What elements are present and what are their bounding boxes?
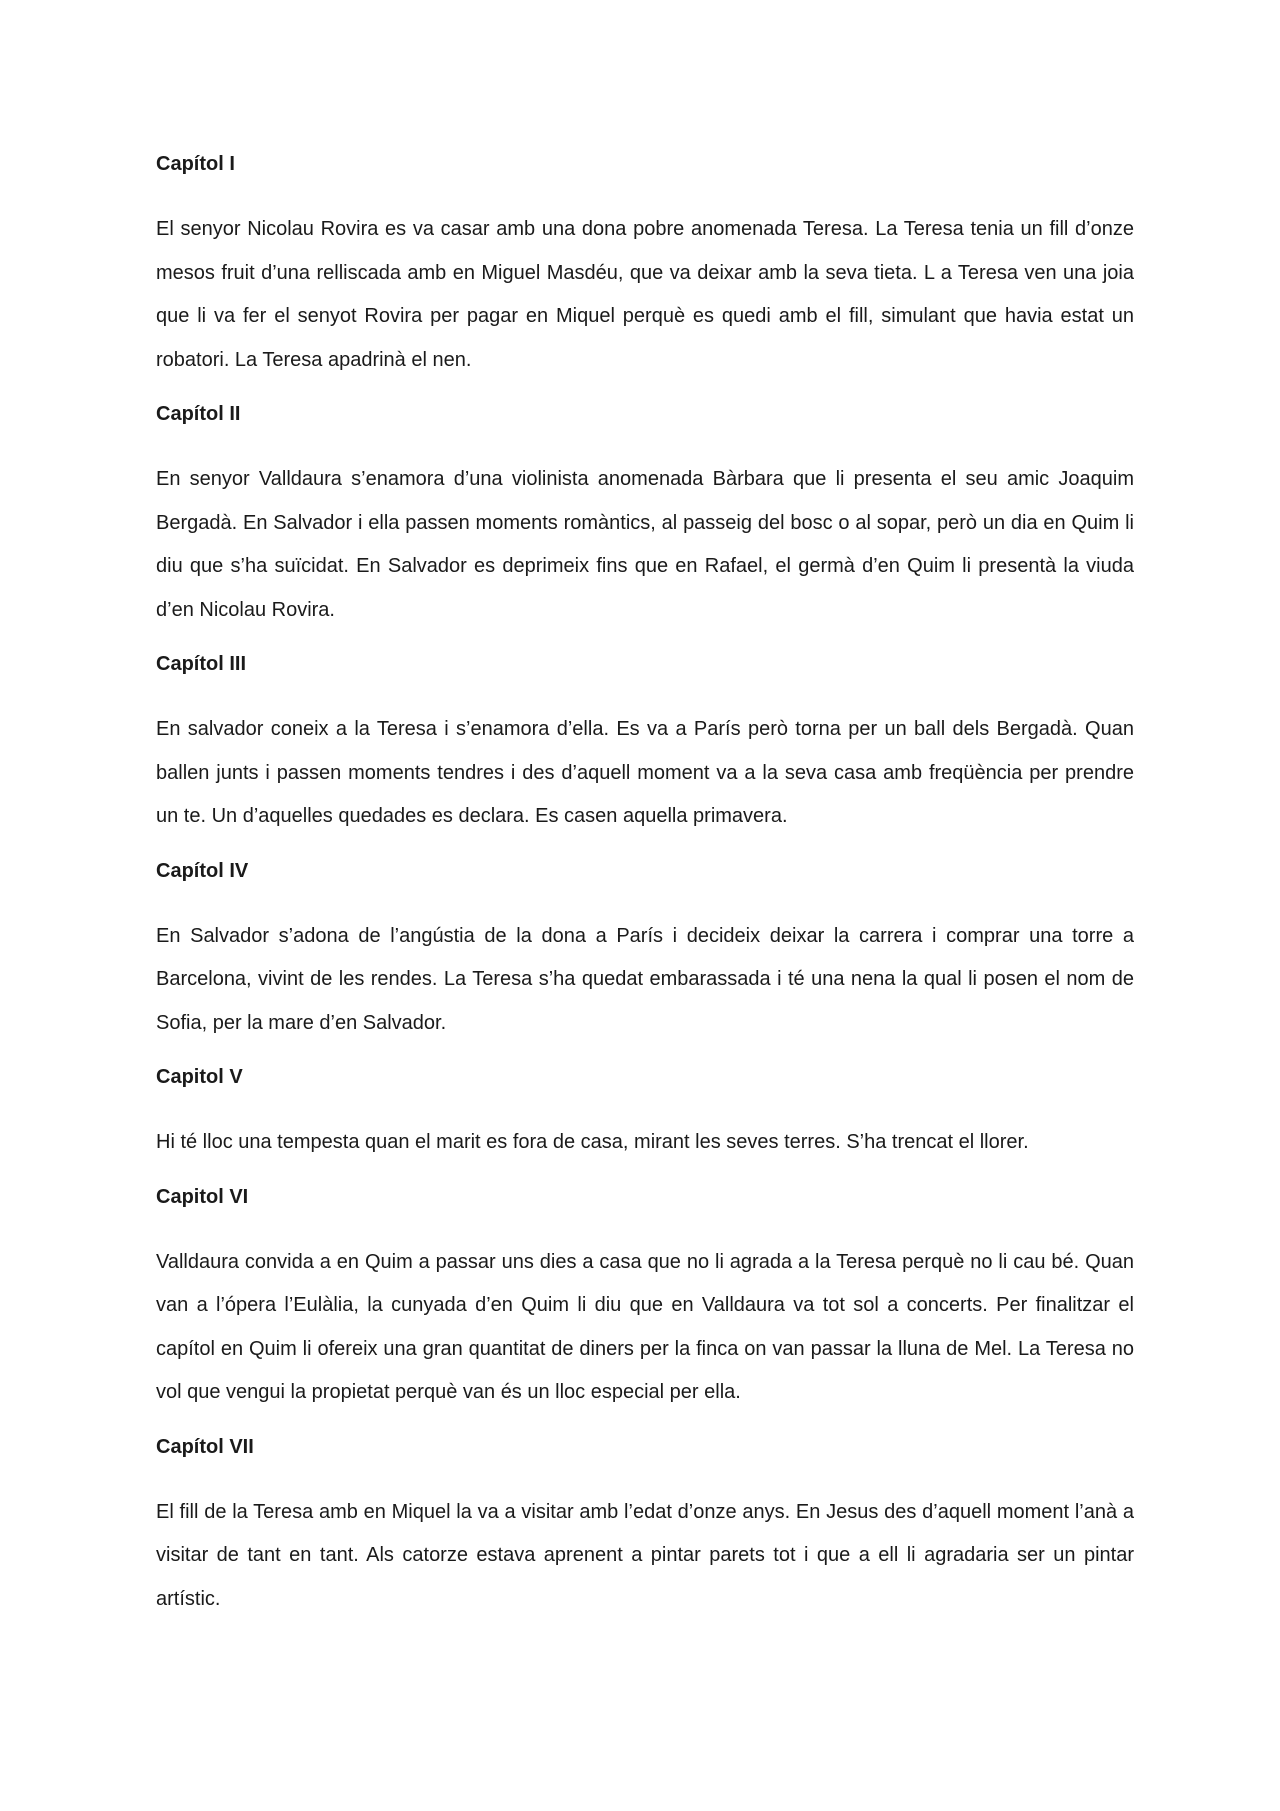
chapter-heading: Capítol VII: [156, 1435, 254, 1458]
chapter-heading: Capítol II: [156, 403, 241, 425]
chapter-4: [156, 857, 1134, 1046]
chapter-6: [156, 1183, 1134, 1415]
chapter-paragraph: En salvador coneix a la Teresa i s’enamora d’ella. Es va a París però torna per un ball dels Bergadà. Quan ballen junts i passen moments tendres i des d’aquell moment va a la seva casa amb freqüència per prendre un te. Un d’aquelles quedades es declara. Es casen aquella primavera.: [156, 718, 1134, 827]
chapter-heading: Capítol I: [156, 153, 235, 175]
chapter-paragraph: El senyor Nicolau Rovira es va casar amb una dona pobre anomenada Teresa. La Teresa tenia un fill d’onze mesos fruit d’una relliscada amb en Miguel Masdéu, que va deixar amb la seva tieta. L a Teresa ven una joia que li va fer el senyot Rovira per pagar en Miquel perquè es quedi amb el fill, simulant que havia estat un robatori. La Teresa apadrinà el nen.: [156, 218, 1134, 371]
chapter-heading: Capitol VI: [156, 1185, 249, 1208]
chapter-paragraph: En senyor Valldaura s’enamora d’una violinista anomenada Bàrbara que li presenta el seu amic Joaquim Bergadà. En Salvador i ella passen moments romàntics, al passeig del bosc o al sopar, però un dia en Quim li diu que s’ha suïcidat. En Salvador es deprimeix fins que en Rafael, el germà d’en Quim li presentà la viuda d’en Nicolau Rovira.: [156, 468, 1134, 621]
chapter-paragraph: El fill de la Teresa amb en Miquel la va a visitar amb l’edat d’onze anys. En Jesus des d’aquell moment l’anà a visitar de tant en tant. Als catorze estava aprenent a pintar parets tot i que a ell li agradaria ser un pintar artístic.: [156, 1500, 1134, 1610]
chapter-3: [156, 650, 1134, 839]
document-page: [156, 150, 1134, 1639]
chapter-heading: Capitol V: [156, 1066, 243, 1088]
chapter-heading: Capítol IV: [156, 859, 249, 882]
chapter-heading: Capítol III: [156, 653, 246, 675]
chapter-paragraph: Valldaura convida a en Quim a passar uns dies a casa que no li agrada a la Teresa perquè no li cau bé. Quan van a l’ópera l’Eulàlia, la cunyada d’en Quim li diu que en Valldaura va tot sol a concerts. Per finalitzar el capítol en Quim li ofereix una gran quantitat de diners per la finca on van passar la lluna de Mel. La Teresa no vol que vengui la propietat perquè van és un lloc especial per ella.: [156, 1250, 1134, 1403]
chapter-5: [156, 1063, 1134, 1165]
chapter-paragraph: En Salvador s’adona de l’angústia de la dona a París i decideix deixar la carrera i comprar una torre a Barcelona, vivint de les rendes. La Teresa s’ha quedat embarassada i té una nena la qual li posen el nom de Sofia, per la mare d’en Salvador.: [156, 924, 1134, 1034]
chapter-2: [156, 400, 1134, 632]
chapter-paragraph: Hi té lloc una tempesta quan el marit es fora de casa, mirant les seves terres. S’ha trencat el llorer.: [156, 1131, 1029, 1153]
chapter-1: [156, 150, 1134, 382]
chapter-7: [156, 1433, 1134, 1622]
